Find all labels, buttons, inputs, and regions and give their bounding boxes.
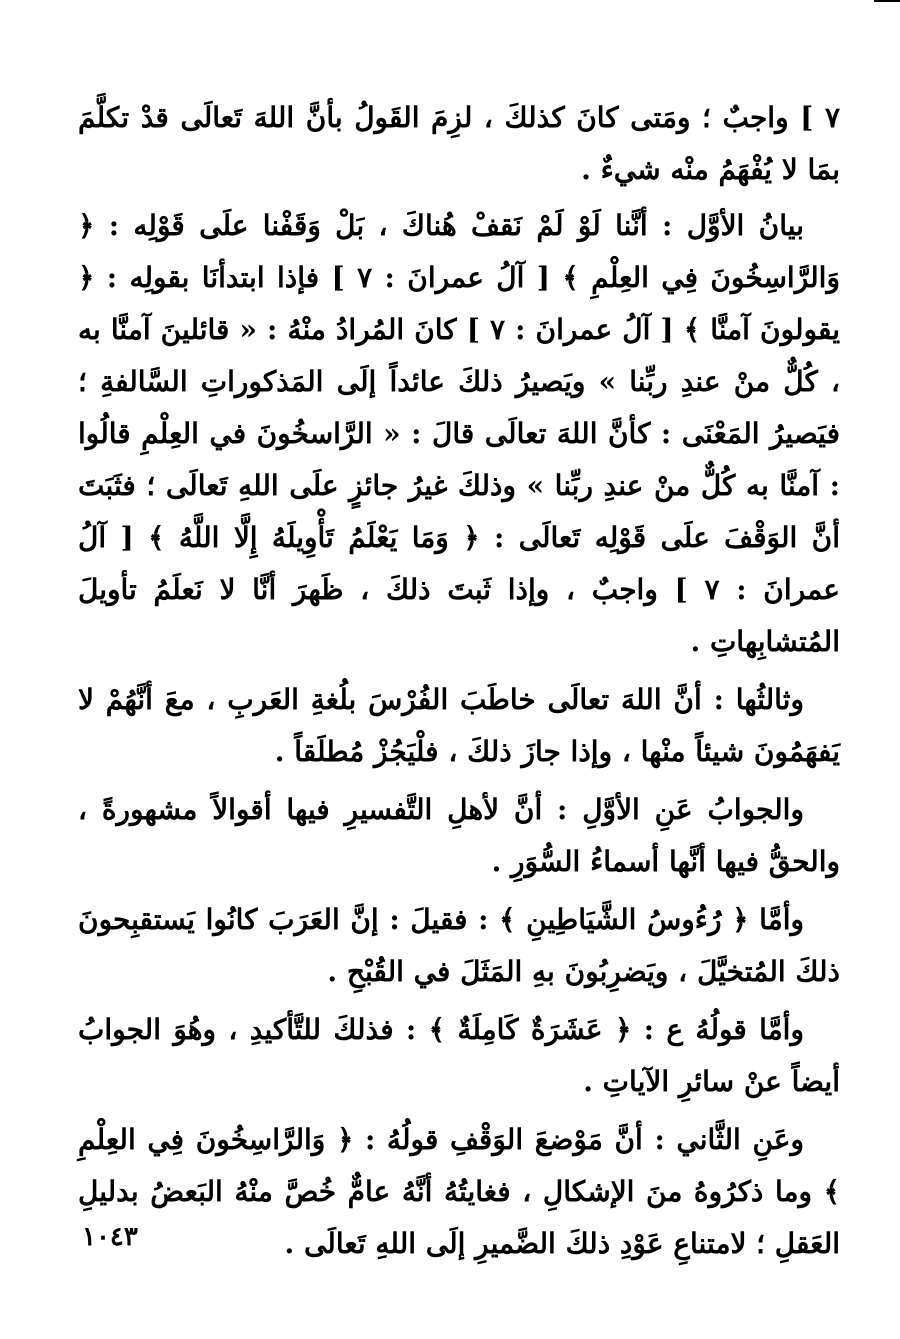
paragraph-ten-complete: وأمَّا قولُهُ ع : ﴿ عَشَرَةٌ كَامِلَةٌ ﴾ : فذلكَ للتَّأكيدِ ، وهُوَ الجوابُ أيضاً عنْ سائرِ الآياتِ . <box>78 1013 840 1098</box>
paragraph-answer-second: وعَنِ الثَّاني : أنَّ مَوْضعَ الوَقْفِ قولُهُ : ﴿ وَالرَّاسِخُونَ فِي العِلْمِ ﴾ وما ذكرُوهُ منَ الإشكالِ ، فغايتُهُ أنَّهُ عامٌّ خُصَّ منْهُ البَعضُ بدليلِ العَقلِ ؛ لامتناعِ عَوْدِ ذلكَ الضَّميرِ إلَى اللهِ تَعالَى . <box>78 1123 840 1260</box>
paragraph-answer-first: والجوابُ عَنِ الأوَّلِ : أنَّ لأهلِ التَّفسيرِ فيها أقوالاً مشهورةً ، والحقُّ فيها أنَّها أسماءُ السُّوَرِ . <box>78 793 840 878</box>
page-number: ١٠٤٣ <box>82 1222 138 1252</box>
page-corner-mark <box>874 0 900 8</box>
paragraph-heads-of-devils: وأمَّا ﴿ رُءُوسُ الشَّيَاطِينِ ﴾ : فقيلَ : إنَّ العَرَبَ كانُوا يَستقبِحونَ ذلكَ المُتخيَّلَ ، ويَضرِبُونَ بهِ المَثَلَ في القُبْحِ . <box>78 903 840 988</box>
paragraph-continuation: ٧ ] واجبٌ ؛ ومَتى كانَ كذلكَ ، لزِمَ القَولُ بأنَّ اللهَ تَعالَى قدْ تكلَّمَ بمَا لا يُفْهَمُ منْه شيءٌ . <box>78 101 840 186</box>
paragraph-first-proof: بيانُ الأوَّل : أنَّنا لَوْ لَمْ نَقفْ هُناكَ ، بَلْ وَقَفْنا علَى قَوْلِه : ﴿ وَالرَّاسِخُونَ فِي العِلْمِ ﴾ [ آلُ عمرانَ : ٧ ] فإذا ابتدأنَا بقولِه : ﴿ يقولونَ آمنَّا ﴾ [ آلُ عمرانَ : ٧ ] كانَ المُرادُ منْهُ : « قائلينَ آمنَّا به ، كُلٌّ منْ عندِ ربِّنا » ويَصيرُ ذلكَ عائداً إلَى المَذكوراتِ السَّالفةِ ؛ فيَصيرُ المَعْنَى : كأنَّ اللهَ تعالَى قالَ : « الرَّاسخُونَ في العِلْمِ قالُوا : آمنَّا به كُلٌّ منْ عندِ ربِّنا » وذلكَ غيرُ جائزٍ علَى اللهِ تَعالَى ؛ فثَبَتَ أنَّ الوَقْفَ علَى قَوْلِه تَعالَى : ﴿ وَمَا يَعْلَمُ تَأْوِيلَهُ إِلَّا اللَّهُ ﴾ [ آلُ عمرانَ : ٧ ] واجبٌ ، وإذا ثَبتَ ذلكَ ، ظَهرَ أنَّا لا نَعلَمُ تأويلَ المُتشابِهاتِ . <box>78 209 840 658</box>
paragraph-third-argument: وثالثُها : أنَّ اللهَ تعالَى خاطَبَ الفُرْسَ بلُغةِ العَربِ ، معَ أنَّهُمْ لا يَفهَمُونَ شيئاً منْها ، وإذا جازَ ذلكَ ، فلْيَجُزْ مُطلَقاً . <box>78 683 840 768</box>
page-text <box>78 92 840 1270</box>
